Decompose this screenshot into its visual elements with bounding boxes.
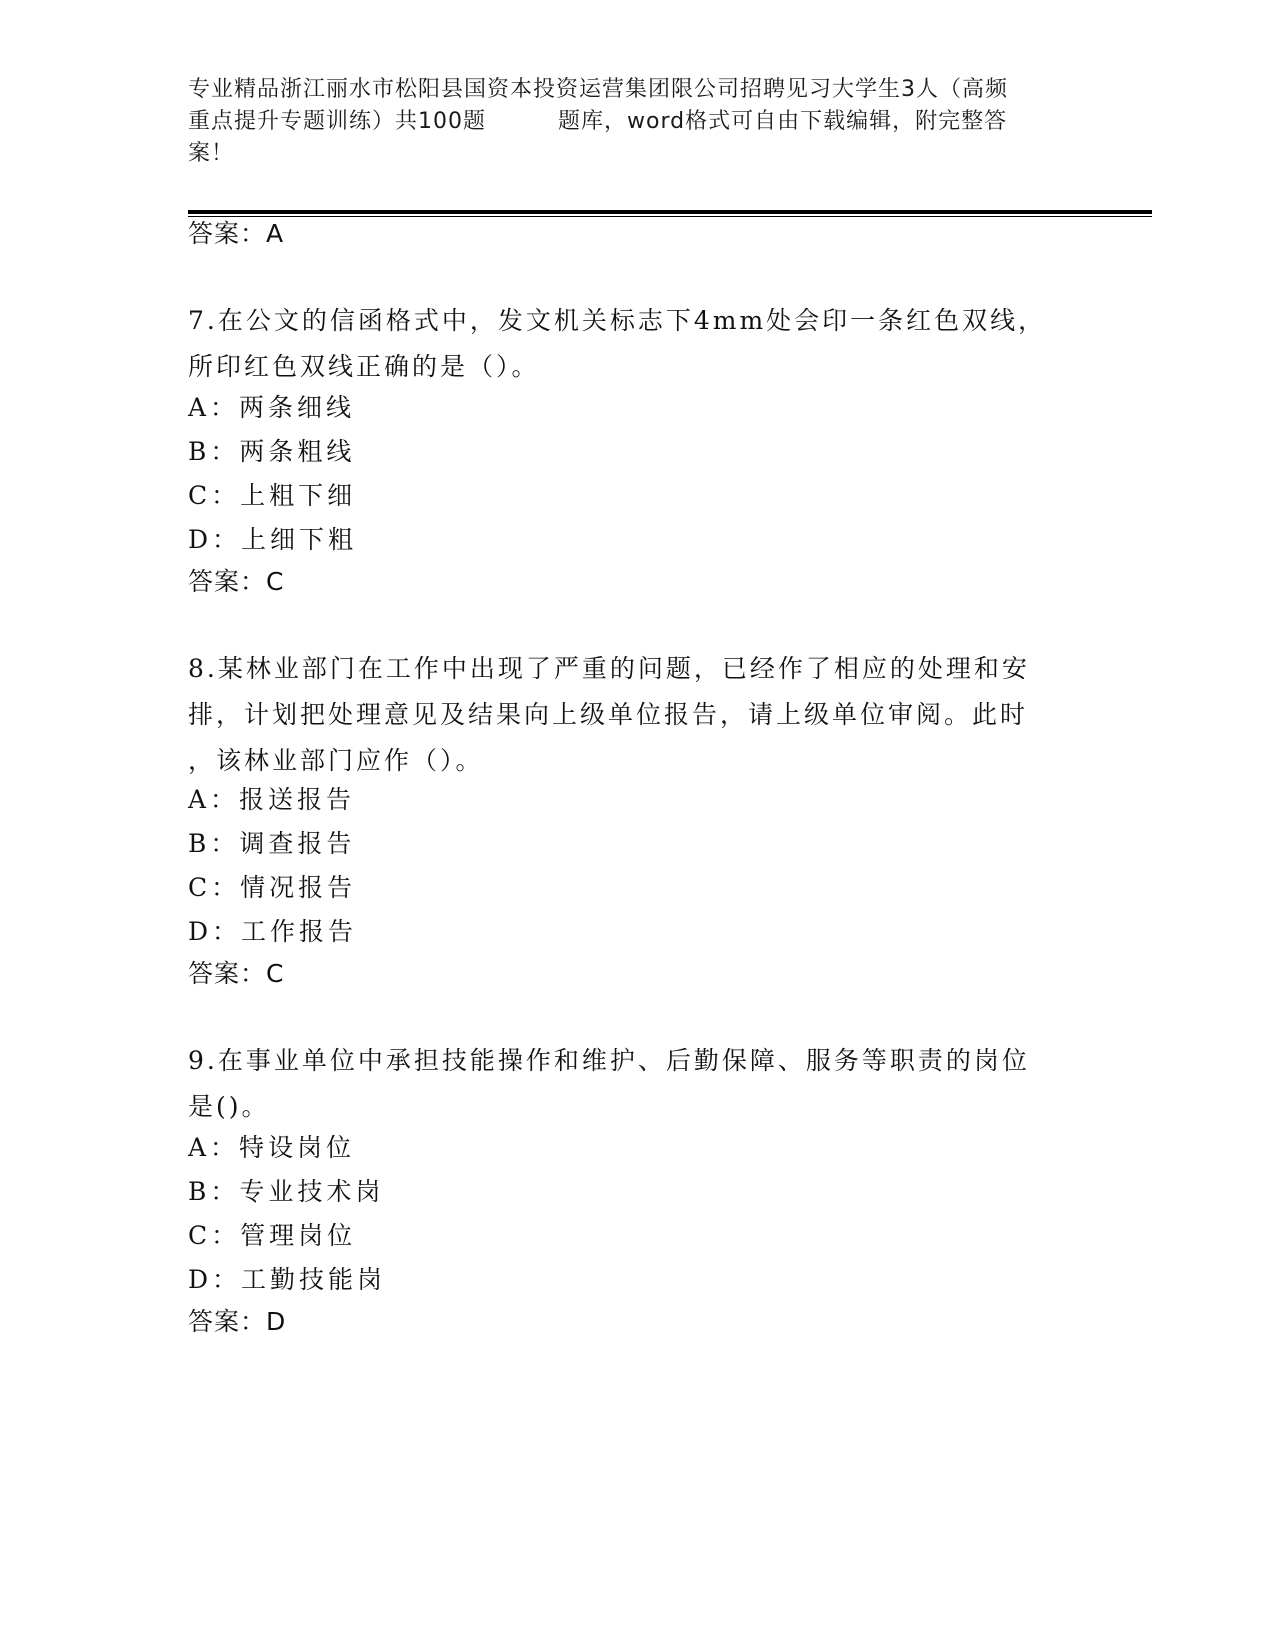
answer-value: A (266, 219, 285, 248)
previous-answer (188, 218, 1088, 250)
option-b: B：两条粗线 (188, 437, 356, 466)
header-line-3: 案！ (188, 141, 235, 166)
option-d: D：上细下粗 (188, 525, 358, 554)
question-stem-line: 所印红色双线正确的是（）。 (188, 352, 540, 381)
question-8-answer (188, 958, 1088, 990)
header-line-2 (188, 106, 1088, 138)
option-c: C：上粗下细 (188, 481, 357, 510)
question-stem-line: 9.在事业单位中承担技能操作和维护、后勤保障、服务等职责的岗位 (188, 1046, 1030, 1075)
answer-value: C (266, 567, 285, 596)
question-9 (188, 1038, 1088, 1130)
option-b: B：专业技术岗 (188, 1177, 385, 1206)
option-c: C：情况报告 (188, 873, 357, 902)
option-a: A：报送报告 (188, 785, 356, 814)
question-9-answer (188, 1306, 1088, 1338)
header-divider-thick (188, 210, 1152, 214)
answer-label: 答案： (188, 219, 267, 248)
option-d: D：工作报告 (188, 917, 358, 946)
answer-value: C (266, 959, 285, 988)
header-divider-thin (188, 216, 1152, 217)
answer-value: D (266, 1307, 287, 1336)
header-line-2-part-1: 重点提升专题训练）共100题 (188, 109, 486, 134)
option-c: C：管理岗位 (188, 1221, 357, 1250)
question-8-options (188, 778, 1088, 954)
question-stem-line: 8.某林业部门在工作中出现了严重的问题，已经作了相应的处理和安 (188, 654, 1030, 683)
question-stem-line: 排，计划把处理意见及结果向上级单位报告，请上级单位审阅。此时 (188, 700, 1029, 729)
header-line-2-part-2: 题库，word格式可自由下载编辑，附完整答 (558, 109, 1008, 134)
answer-label: 答案： (188, 959, 267, 988)
question-7-options (188, 386, 1088, 562)
question-stem-line: 7.在公文的信函格式中，发文机关标志下4mm处会印一条红色双线， (188, 306, 1047, 335)
question-7 (188, 298, 1088, 390)
question-9-options (188, 1126, 1088, 1302)
question-stem-line: ，该林业部门应作（）。 (188, 746, 484, 775)
document-header (188, 74, 1088, 170)
option-b: B：调查报告 (188, 829, 356, 858)
question-7-answer (188, 566, 1088, 598)
question-stem-line: 是()。 (188, 1092, 270, 1121)
option-a: A：特设岗位 (188, 1133, 356, 1162)
answer-label: 答案： (188, 567, 267, 596)
answer-label: 答案： (188, 1307, 267, 1336)
option-a: A：两条细线 (188, 393, 356, 422)
header-line-1: 专业精品浙江丽水市松阳县国资本投资运营集团限公司招聘见习大学生3人（高频 (188, 77, 1008, 102)
question-8 (188, 646, 1088, 784)
option-d: D：工勤技能岗 (188, 1265, 387, 1294)
